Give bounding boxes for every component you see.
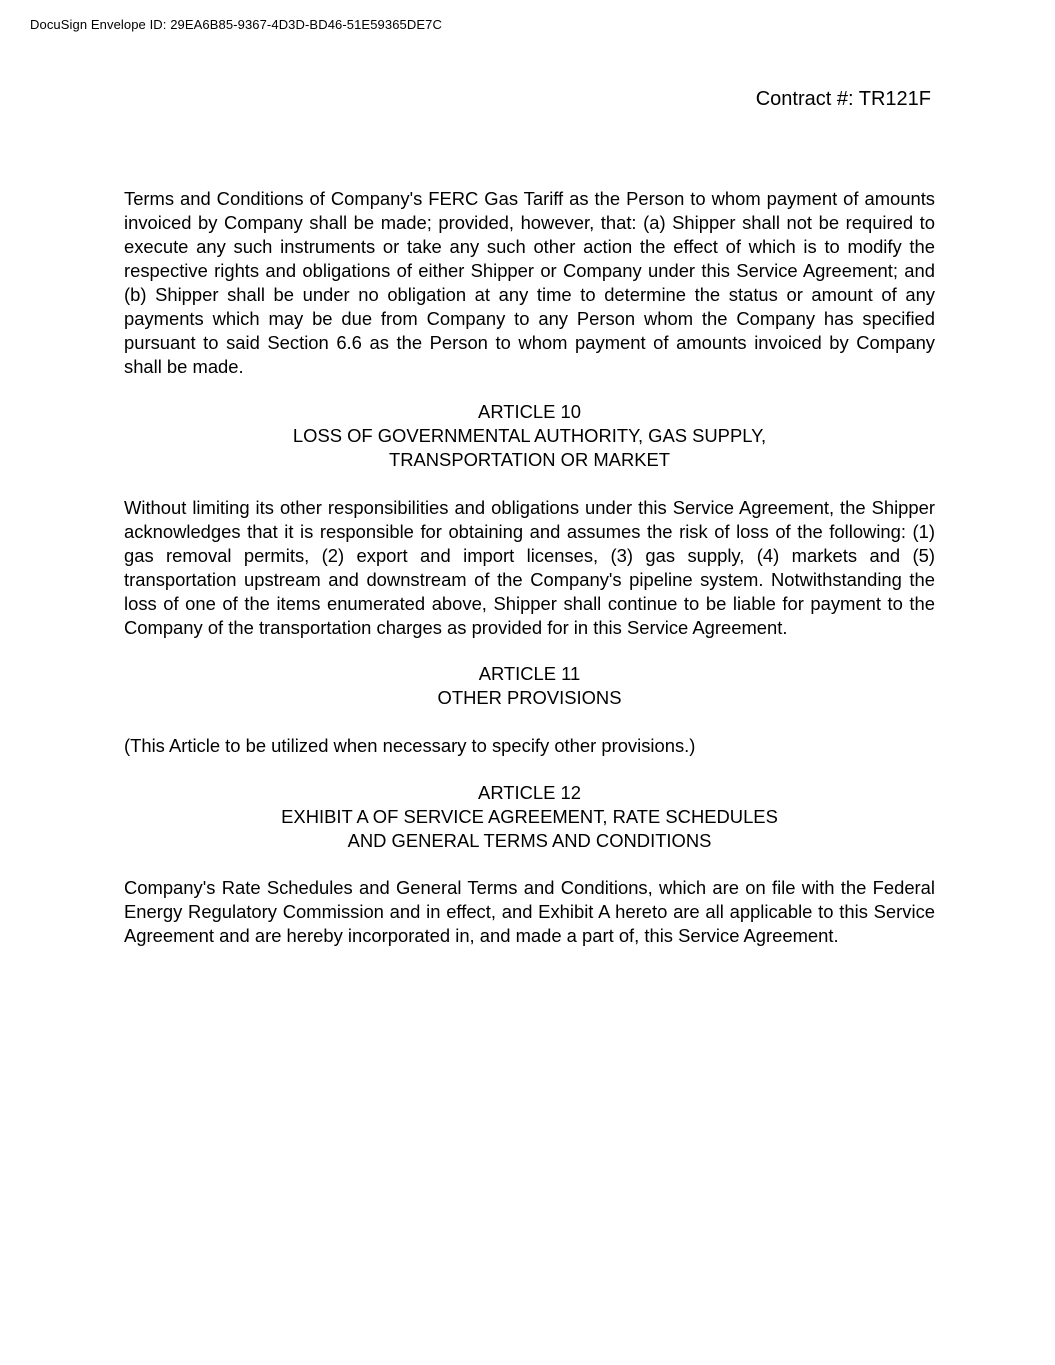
paragraph-article-9-continuation: Terms and Conditions of Company's FERC Gas Tariff as the Person to whom payment of amounts invoiced by Company shall be made; provided, however, that: (a) Shipper shall not be required to execute any such instruments or take any such other action the effect of which is to modify the respective rights and obligations of either Shipper or Company under this Service Agreement; and (b) Shipper shall be under no obligation at any time to determine the status or amount of any payments which may be due from Company to any Person whom the Company has specified pursuant to said Section 6.6 as the Person to whom payment of amounts invoiced by Company shall be made. (124, 188, 935, 377)
article-10-heading (124, 400, 935, 472)
paragraph-article-10: Without limiting its other responsibilities and obligations under this Service Agreement, the Shipper acknowledges that it is responsible for obtaining and assumes the risk of loss of the following: (1) gas removal permits, (2) export and import licenses, (3) gas supply, (4) markets and (5) transportation upstream and downstream of the Company's pipeline system. Notwithstanding the loss of one of the items enumerated above, Shipper shall continue to be liable for payment to the Company of the transportation charges as provided for in this Service Agreement. (124, 497, 935, 638)
article-10-number: ARTICLE 10 (478, 401, 581, 422)
docusign-envelope-id: DocuSign Envelope ID: 29EA6B85-9367-4D3D-BD46-51E59365DE7C (30, 17, 442, 32)
paragraph-article-12: Company's Rate Schedules and General Terms and Conditions, which are on file with the Federal Energy Regulatory Commission and in effect, and Exhibit A hereto are all applicable to this Service Agreement and are hereby incorporated in, and made a part of, this Service Agreement. (124, 877, 935, 946)
contract-number: Contract #: TR121F (755, 88, 931, 110)
article-11-number: ARTICLE 11 (478, 663, 581, 684)
article-10-title-line-2: TRANSPORTATION OR MARKET (389, 449, 670, 470)
article-12-title-line-2: AND GENERAL TERMS AND CONDITIONS (347, 830, 712, 851)
article-11-heading (124, 662, 935, 710)
article-11-title-line-1: OTHER PROVISIONS (437, 687, 622, 708)
paragraph-article-11: (This Article to be utilized when necessary to specify other provisions.) (124, 735, 696, 756)
article-12-number: ARTICLE 12 (478, 782, 581, 803)
article-12-heading (124, 781, 935, 853)
article-12-title-line-1: EXHIBIT A OF SERVICE AGREEMENT, RATE SCHEDULES (281, 806, 778, 827)
article-10-title-line-1: LOSS OF GOVERNMENTAL AUTHORITY, GAS SUPPLY, (292, 425, 767, 446)
